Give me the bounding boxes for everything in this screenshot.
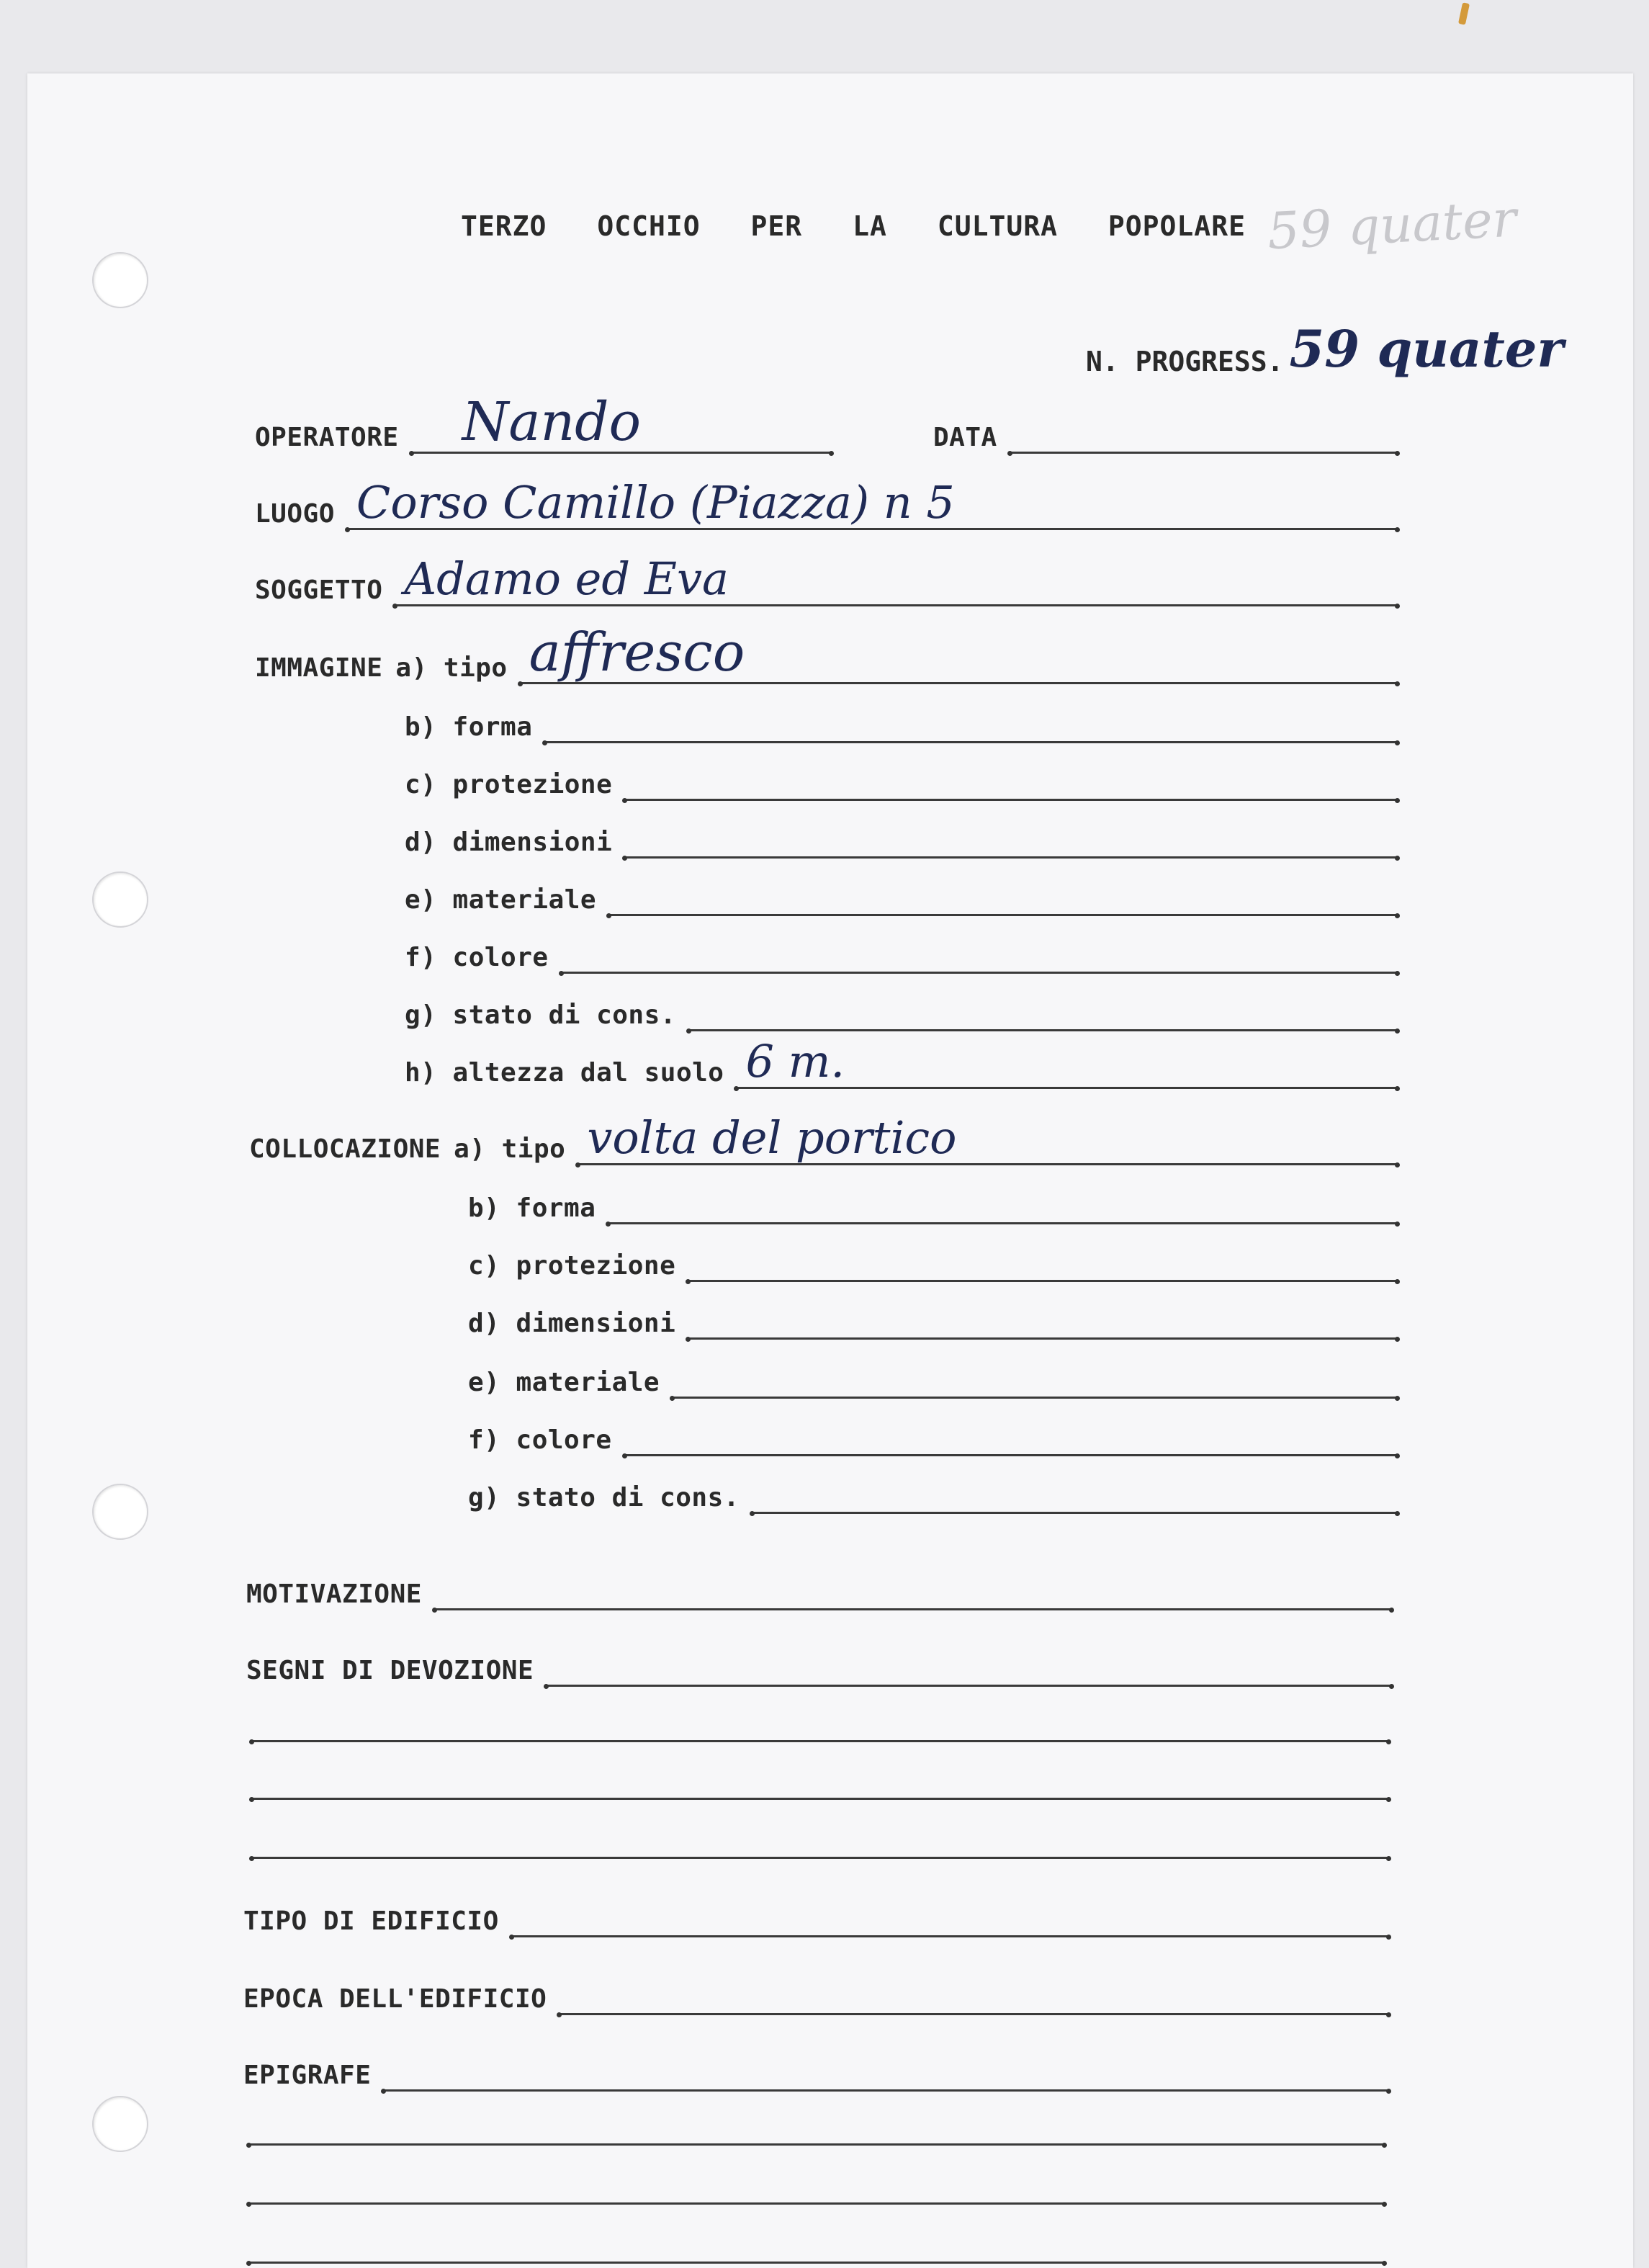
immagine-materiale-line[interactable]: [609, 874, 1397, 916]
collocazione-forma-label: b) forma: [468, 1193, 596, 1223]
title-word: TERZO: [461, 210, 547, 242]
segni-devozione-label: SEGNI DI DEVOZIONE: [246, 1656, 534, 1685]
motivazione-label: MOTIVAZIONE: [246, 1579, 422, 1609]
collocazione-dimensioni-line[interactable]: [688, 1297, 1397, 1340]
immagine-tipo-field: [255, 622, 1397, 684]
pencil-mark: [1458, 2, 1470, 24]
collocazione-dimensioni-value: [688, 1335, 697, 1337]
immagine-forma-value: [545, 738, 554, 741]
immagine-forma-label: b) forma: [405, 712, 533, 742]
title-word: POPOLARE: [1107, 210, 1246, 242]
title-word: OCCHIO: [597, 210, 701, 242]
immagine-tipo-line[interactable]: [521, 622, 1397, 684]
collocazione-colore-line[interactable]: [625, 1414, 1397, 1456]
immagine-protezione-field: [405, 750, 1397, 801]
luogo-field: [255, 476, 1397, 530]
collocazione-materiale-label: e) materiale: [468, 1368, 660, 1397]
immagine-stato-value: [689, 1026, 698, 1029]
faint-bleed-through-note: 59 quater: [1266, 189, 1518, 261]
data-value: [1010, 449, 1019, 452]
immagine-dimensioni-field: [405, 808, 1397, 859]
immagine-altezza-value: 6 m.: [745, 1035, 845, 1088]
operatore-value: Nando: [462, 391, 642, 453]
collocazione-protezione-line[interactable]: [688, 1240, 1397, 1282]
collocazione-tipo-value: volta del portico: [587, 1111, 957, 1164]
immagine-dimensioni-label: d) dimensioni: [405, 828, 613, 857]
collocazione-colore-label: f) colore: [468, 1425, 612, 1455]
operatore-field: [255, 391, 831, 454]
immagine-label: IMMAGINE: [255, 653, 383, 683]
immagine-colore-value: [562, 969, 570, 972]
collocazione-protezione-value: [688, 1277, 697, 1280]
immagine-protezione-line[interactable]: [625, 758, 1397, 801]
operatore-label: OPERATORE: [255, 423, 399, 452]
immagine-tipo-value: affresco: [529, 622, 745, 683]
collocazione-stato-line[interactable]: [752, 1471, 1397, 1514]
epigrafe-field: [243, 2041, 1388, 2092]
collocazione-label: COLLOCAZIONE: [249, 1134, 441, 1164]
punch-hole: [92, 2096, 148, 2152]
immagine-materiale-field: [405, 866, 1397, 916]
collocazione-forma-line[interactable]: [608, 1182, 1397, 1224]
segni-devozione-value: [547, 1682, 555, 1685]
luogo-label: LUOGO: [255, 499, 335, 529]
epoca-edificio-label: EPOCA DELL'EDIFICIO: [243, 1984, 547, 2014]
immagine-protezione-label: c) protezione: [405, 770, 613, 799]
segni-devozione-field: [246, 1636, 1391, 1687]
epigrafe-continuation-line[interactable]: [249, 2202, 1384, 2205]
punch-hole: [92, 252, 148, 308]
motivazione-line[interactable]: [435, 1568, 1391, 1610]
form-title: [461, 210, 1246, 242]
immagine-tipo-label: a) tipo: [395, 653, 508, 683]
immagine-dimensioni-line[interactable]: [625, 816, 1397, 859]
collocazione-dimensioni-label: d) dimensioni: [468, 1309, 676, 1338]
epoca-edificio-line[interactable]: [560, 1973, 1388, 2015]
motivazione-value: [435, 1605, 444, 1608]
collocazione-tipo-label: a) tipo: [454, 1134, 566, 1164]
data-line[interactable]: [1010, 411, 1397, 454]
immagine-colore-label: f) colore: [405, 943, 549, 972]
progress-number-field: [1086, 319, 1564, 379]
tipo-edificio-label: TIPO DI EDIFICIO: [243, 1906, 499, 1936]
collocazione-materiale-line[interactable]: [673, 1356, 1397, 1399]
punch-hole: [92, 1484, 148, 1540]
collocazione-stato-label: g) stato di cons.: [468, 1483, 740, 1512]
immagine-dimensioni-value: [625, 853, 634, 856]
luogo-line[interactable]: [348, 476, 1397, 530]
tipo-edificio-line[interactable]: [512, 1895, 1388, 1937]
collocazione-materiale-field: [468, 1348, 1397, 1399]
collocazione-colore-field: [468, 1406, 1397, 1456]
epigrafe-continuation-line[interactable]: [249, 2262, 1384, 2264]
segni-continuation-line[interactable]: [252, 1857, 1388, 1859]
segni-continuation-line[interactable]: [252, 1740, 1388, 1742]
luogo-value: Corso Camillo (Piazza) n 5: [356, 476, 955, 529]
punch-hole: [92, 871, 148, 928]
data-field: [933, 403, 1397, 454]
immagine-forma-line[interactable]: [545, 701, 1397, 743]
tipo-edificio-field: [243, 1887, 1388, 1937]
collocazione-materiale-value: [673, 1394, 681, 1397]
soggetto-line[interactable]: [395, 552, 1397, 606]
collocazione-dimensioni-field: [468, 1289, 1397, 1340]
soggetto-value: Adamo ed Eva: [404, 552, 729, 605]
immagine-stato-field: [405, 981, 1397, 1031]
tipo-edificio-value: [512, 1932, 521, 1935]
progress-value[interactable]: 59 quater: [1289, 319, 1564, 379]
title-word: PER: [750, 210, 803, 242]
immagine-colore-line[interactable]: [562, 931, 1397, 974]
collocazione-stato-field: [468, 1464, 1397, 1514]
immagine-materiale-value: [609, 911, 618, 914]
segni-continuation-line[interactable]: [252, 1798, 1388, 1800]
motivazione-field: [246, 1560, 1391, 1610]
immagine-stato-line[interactable]: [689, 989, 1397, 1031]
segni-devozione-line[interactable]: [547, 1644, 1391, 1687]
epigrafe-line[interactable]: [384, 2049, 1388, 2092]
collocazione-colore-value: [625, 1451, 634, 1454]
immagine-altezza-field: [405, 1035, 1397, 1089]
epoca-edificio-value: [560, 2010, 568, 2013]
immagine-materiale-label: e) materiale: [405, 885, 597, 915]
collocazione-tipo-line[interactable]: [578, 1111, 1397, 1165]
collocazione-stato-value: [752, 1509, 761, 1512]
collocazione-forma-field: [468, 1174, 1397, 1224]
soggetto-label: SOGGETTO: [255, 575, 383, 605]
collocazione-tipo-field: [249, 1111, 1397, 1165]
immagine-stato-label: g) stato di cons.: [405, 1000, 676, 1030]
epigrafe-label: EPIGRAFE: [243, 2061, 372, 2090]
collocazione-forma-value: [608, 1219, 617, 1222]
progress-label: N. PROGRESS.: [1086, 346, 1284, 377]
collocazione-protezione-field: [468, 1232, 1397, 1282]
epigrafe-value: [384, 2087, 392, 2089]
immagine-protezione-value: [625, 796, 634, 799]
immagine-forma-field: [405, 693, 1397, 743]
title-word: CULTURA: [937, 210, 1058, 242]
immagine-colore-field: [405, 923, 1397, 974]
epoca-edificio-field: [243, 1965, 1388, 2015]
epigrafe-continuation-line[interactable]: [249, 2143, 1384, 2146]
title-word: LA: [853, 210, 887, 242]
collocazione-protezione-label: c) protezione: [468, 1251, 676, 1281]
data-label: DATA: [933, 423, 997, 452]
immagine-altezza-line[interactable]: [737, 1035, 1397, 1089]
immagine-altezza-label: h) altezza dal suolo: [405, 1058, 724, 1088]
soggetto-field: [255, 552, 1397, 606]
operatore-line[interactable]: [412, 391, 831, 454]
